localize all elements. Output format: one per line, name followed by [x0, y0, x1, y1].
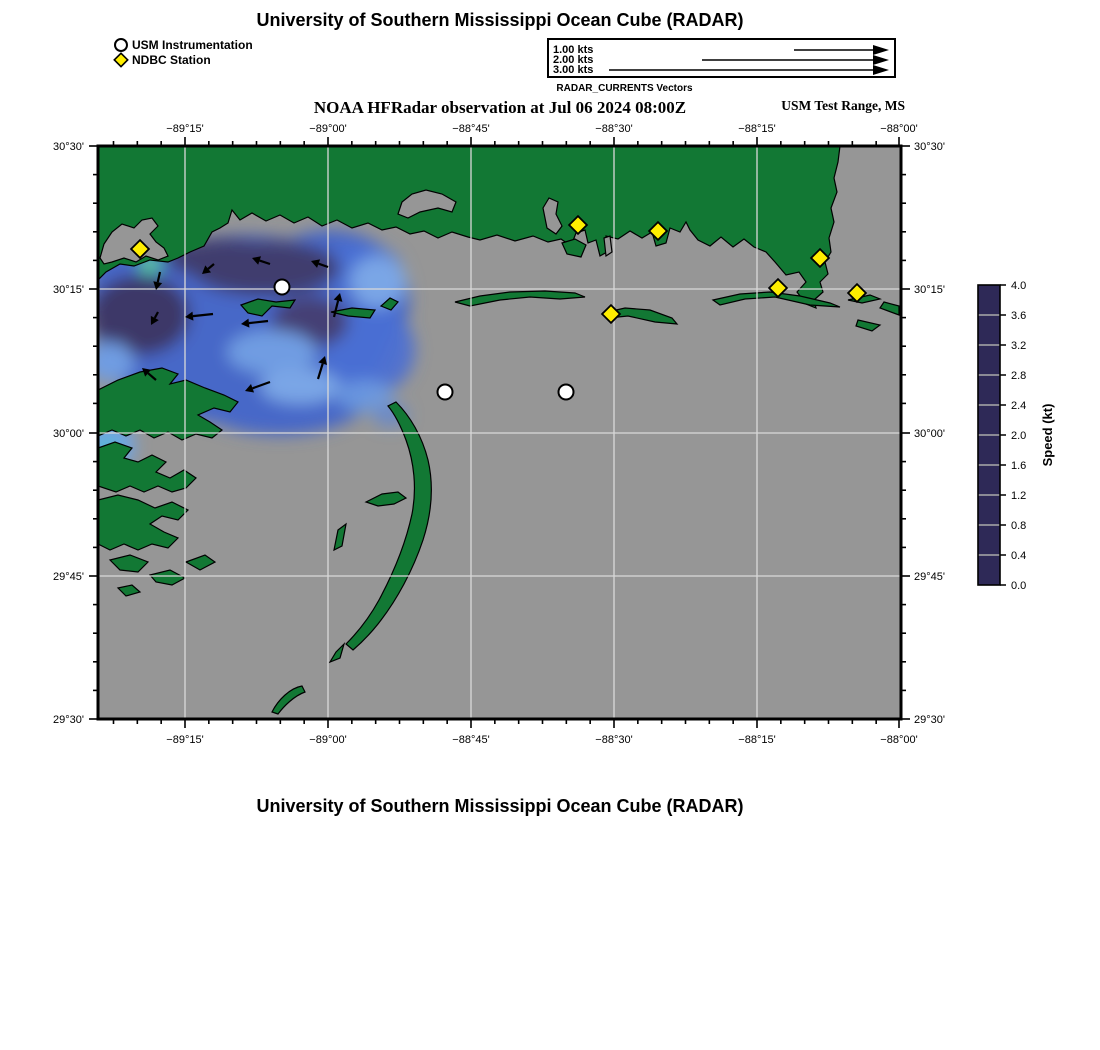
- legend-ndbc-label: NDBC Station: [132, 52, 211, 67]
- colorbar-tick-label: 3.2: [1011, 340, 1027, 352]
- scale-label-2: 2.00 kts: [553, 54, 594, 66]
- colorbar-tick-label: 2.4: [1011, 400, 1027, 412]
- scale-label-1: 1.00 kts: [553, 44, 594, 56]
- colorbar-tick-label: 4.0: [1011, 280, 1027, 292]
- colorbar-tick-label: 0.4: [1011, 550, 1027, 562]
- colorbar-tick-label: 1.2: [1011, 490, 1027, 502]
- usm-instrumentation-marker: [438, 385, 453, 400]
- x-label-top: −89°00': [309, 123, 347, 135]
- y-label-right: 30°30': [914, 141, 945, 153]
- y-label-left: 30°30': [53, 141, 84, 153]
- x-label-bottom: −89°15': [166, 734, 204, 746]
- y-label-left: 30°15': [53, 284, 84, 296]
- y-label-right: 29°45': [914, 571, 945, 583]
- observation-subtitle: NOAA HFRadar observation at Jul 06 2024 08:00Z: [313, 98, 687, 117]
- x-label-top: −88°45': [452, 123, 490, 135]
- colorbar-tick-label: 2.0: [1011, 430, 1027, 442]
- figure-bottom-title: University of Southern Mississippi Ocean Cube (RADAR): [256, 796, 744, 816]
- colorbar: [978, 280, 1055, 592]
- colorbar-tick-label: 2.8: [1011, 370, 1027, 382]
- river-inlet: [604, 236, 612, 256]
- y-label-right: 30°15': [914, 284, 945, 296]
- test-range-label: USM Test Range, MS: [781, 98, 905, 113]
- colorbar-tick-label: 1.6: [1011, 460, 1027, 472]
- y-label-left: 29°45': [53, 571, 84, 583]
- y-label-right: 30°00': [914, 428, 945, 440]
- x-label-bottom: −89°00': [309, 734, 347, 746]
- colorbar-title: Speed (kt): [1040, 403, 1055, 467]
- x-label-bottom: −88°45': [452, 734, 490, 746]
- y-label-right: 29°30': [914, 714, 945, 726]
- x-label-top: −89°15': [166, 123, 204, 135]
- y-label-left: 30°00': [53, 428, 84, 440]
- x-label-bottom: −88°30': [595, 734, 633, 746]
- x-label-top: −88°30': [595, 123, 633, 135]
- x-label-bottom: −88°15': [738, 734, 776, 746]
- x-label-top: −88°00': [880, 123, 918, 135]
- colorbar-tick-label: 3.6: [1011, 310, 1027, 322]
- y-label-left: 29°30': [53, 714, 84, 726]
- figure-title: University of Southern Mississippi Ocean Cube (RADAR): [256, 10, 744, 30]
- usm-instrumentation-marker: [275, 280, 290, 295]
- scale-label-3: 3.00 kts: [553, 64, 594, 76]
- x-label-top: −88°15': [738, 123, 776, 135]
- legend-usm-label: USM Instrumentation: [132, 37, 253, 52]
- usm-instrumentation-marker: [559, 385, 574, 400]
- colorbar-tick-label: 0.8: [1011, 520, 1027, 532]
- x-label-bottom: −88°00': [880, 734, 918, 746]
- vector-scale-caption: RADAR_CURRENTS Vectors: [556, 83, 693, 94]
- colorbar-tick-label: 0.0: [1011, 580, 1027, 592]
